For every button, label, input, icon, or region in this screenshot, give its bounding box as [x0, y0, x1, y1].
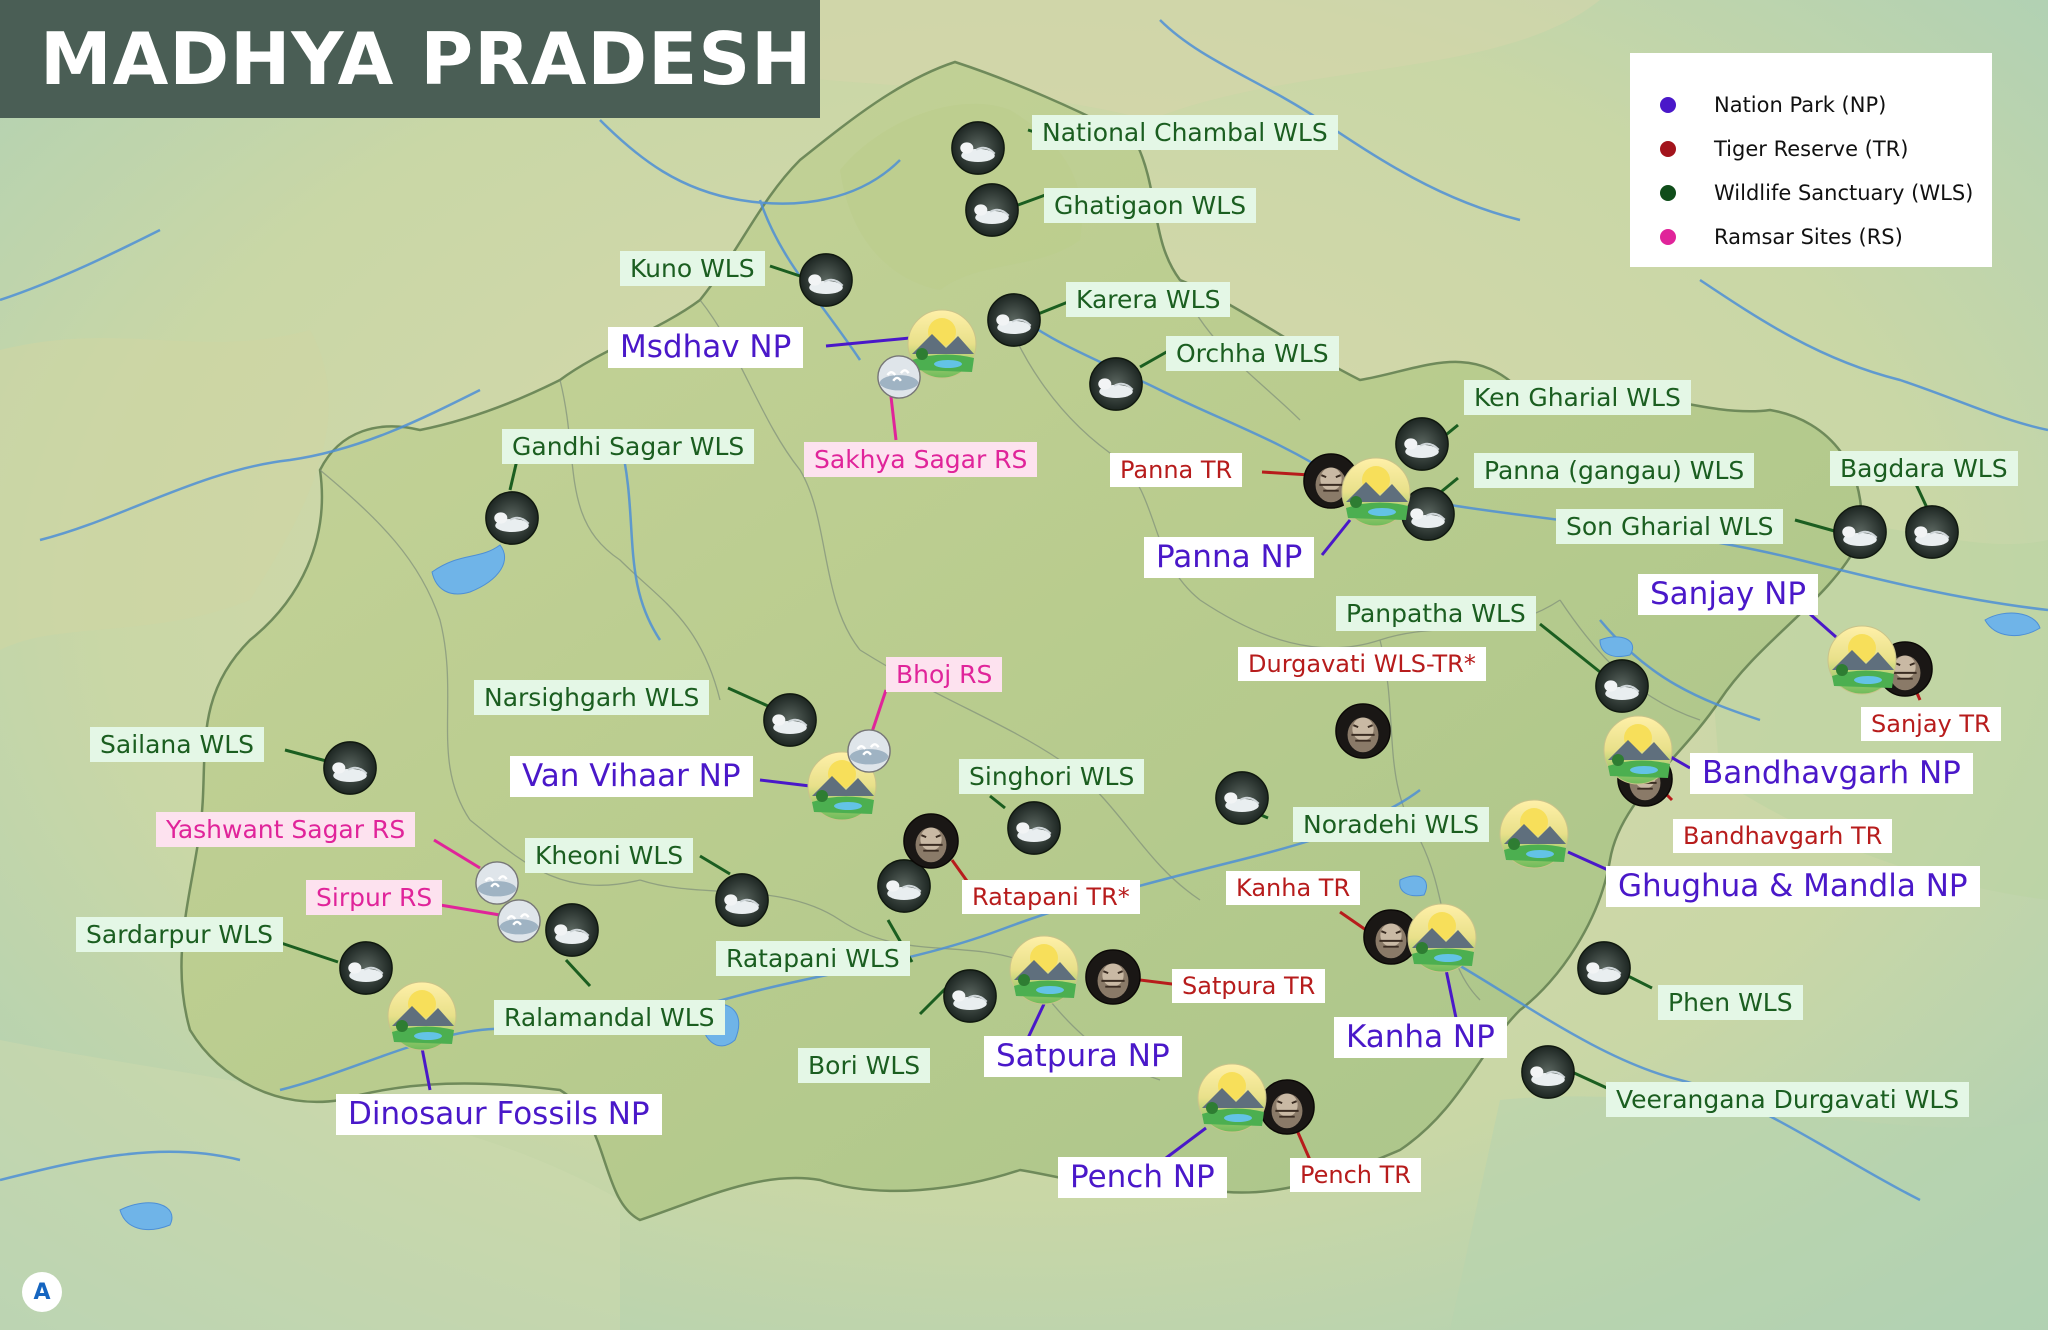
wls-dot-icon — [1660, 185, 1676, 201]
legend-label: Tiger Reserve (TR) — [1714, 137, 1909, 161]
label-phen-wls: Phen WLS — [1658, 985, 1803, 1020]
rs-dot-icon — [1660, 229, 1676, 245]
label-sakhya-sagar-rs: Sakhya Sagar RS — [804, 442, 1037, 477]
label-ghatigaon-wls: Ghatigaon WLS — [1044, 188, 1256, 223]
label-singhori-wls: Singhori WLS — [959, 759, 1144, 794]
label-bagdara-wls: Bagdara WLS — [1830, 451, 2018, 486]
legend-item-tr — [1660, 127, 1992, 171]
label-panna-tr: Panna TR — [1110, 453, 1242, 487]
label-ralamandal-wls: Ralamandal WLS — [494, 1000, 725, 1035]
label-sanjay-np: Sanjay NP — [1638, 574, 1818, 615]
label-msdhav-np: Msdhav NP — [608, 327, 803, 368]
label-van-vihaar-np: Van Vihaar NP — [510, 756, 753, 797]
label-pench-np: Pench NP — [1058, 1157, 1227, 1198]
label-kanha-tr: Kanha TR — [1226, 871, 1360, 905]
label-ken-gharial-wls: Ken Gharial WLS — [1464, 380, 1691, 415]
label-durgavati-wls-tr: Durgavati WLS-TR* — [1238, 647, 1486, 681]
legend-label: Ramsar Sites (RS) — [1714, 225, 1903, 249]
label-satpura-tr: Satpura TR — [1172, 969, 1325, 1003]
label-narsighgarh-wls: Narsighgarh WLS — [474, 680, 709, 715]
label-gandhi-sagar-wls: Gandhi Sagar WLS — [502, 429, 754, 464]
legend — [1630, 53, 1992, 267]
label-kuno-wls: Kuno WLS — [620, 251, 765, 286]
label-orchha-wls: Orchha WLS — [1166, 336, 1339, 371]
label-bandhavgarh-tr: Bandhavgarh TR — [1673, 819, 1892, 853]
label-karera-wls: Karera WLS — [1066, 282, 1230, 317]
label-panna-gangau-wls: Panna (gangau) WLS — [1474, 453, 1754, 488]
label-sailana-wls: Sailana WLS — [90, 727, 264, 762]
label-ratapani-wls: Ratapani WLS — [716, 941, 910, 976]
label-sardarpur-wls: Sardarpur WLS — [76, 917, 283, 952]
label-bori-wls: Bori WLS — [798, 1048, 930, 1083]
brand-logo-icon: A — [22, 1272, 62, 1312]
label-kanha-np: Kanha NP — [1334, 1017, 1507, 1058]
np-dot-icon — [1660, 97, 1676, 113]
tr-dot-icon — [1660, 141, 1676, 157]
label-bandhavgarh-np: Bandhavgarh NP — [1690, 753, 1973, 794]
legend-item-np — [1660, 83, 1992, 127]
label-bhoj-rs: Bhoj RS — [886, 657, 1002, 692]
label-satpura-np: Satpura NP — [984, 1036, 1182, 1077]
label-ratapani-tr: Ratapani TR* — [962, 880, 1140, 914]
label-noradehi-wls: Noradehi WLS — [1293, 807, 1489, 842]
label-kheoni-wls: Kheoni WLS — [525, 838, 693, 873]
legend-item-rs — [1660, 215, 1992, 259]
label-ghughua-mandla-np: Ghughua & Mandla NP — [1606, 866, 1980, 907]
label-sirpur-rs: Sirpur RS — [306, 880, 442, 915]
label-veerangana-durgavati-wls: Veerangana Durgavati WLS — [1606, 1082, 1969, 1117]
label-national-chambal-wls: National Chambal WLS — [1032, 115, 1338, 150]
label-panpatha-wls: Panpatha WLS — [1336, 596, 1536, 631]
label-yashwant-sagar-rs: Yashwant Sagar RS — [156, 812, 415, 847]
legend-label: Wildlife Sanctuary (WLS) — [1714, 181, 1974, 205]
legend-label: Nation Park (NP) — [1714, 93, 1887, 117]
label-panna-np: Panna NP — [1144, 537, 1314, 578]
label-sanjay-tr: Sanjay TR — [1861, 707, 2001, 741]
legend-item-wls — [1660, 171, 1992, 215]
label-pench-tr: Pench TR — [1290, 1158, 1421, 1192]
label-son-gharial-wls: Son Gharial WLS — [1556, 509, 1783, 544]
label-dinosaur-fossils-np: Dinosaur Fossils NP — [336, 1094, 662, 1135]
map-title: MADHYA PRADESH — [0, 0, 820, 118]
